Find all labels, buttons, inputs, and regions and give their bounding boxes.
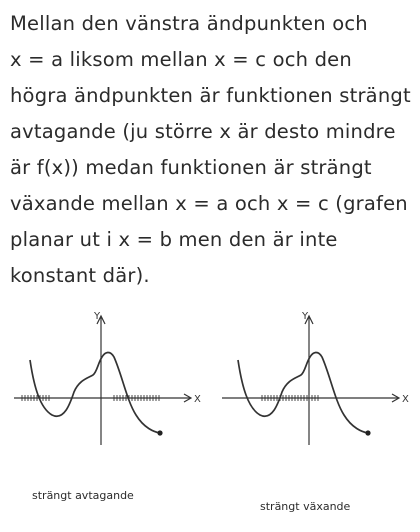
text-line: x = a liksom mellan x = c och den: [10, 48, 352, 71]
caption-increasing: strängt växande: [260, 500, 351, 513]
y-axis-label: Y: [302, 311, 309, 322]
explanation-text: [10, 6, 414, 294]
endpoint-dot: [157, 430, 162, 435]
text-line: konstant där).: [10, 264, 150, 287]
graph-increasing: [218, 305, 418, 455]
graph-decreasing: [10, 305, 210, 455]
text-line: Mellan den vänstra ändpunkten och: [10, 12, 368, 35]
function-curve: [238, 352, 368, 433]
caption-decreasing: strängt avtagande: [32, 489, 134, 502]
text-line: planar ut i x = b men den är inte: [10, 228, 338, 251]
text-line: högra ändpunkten är funktionen strängt: [10, 84, 411, 107]
text-line: är f(x)) medan funktionen är strängt: [10, 156, 372, 179]
x-axis-label: X: [402, 394, 409, 405]
x-axis-label: X: [194, 394, 201, 405]
text-line: växande mellan x = a och x = c (grafen: [10, 192, 408, 215]
text-line: avtagande (ju större x är desto mindre: [10, 120, 396, 143]
y-axis-label: Y: [94, 311, 101, 322]
function-curve: [30, 352, 160, 433]
endpoint-dot: [365, 430, 370, 435]
